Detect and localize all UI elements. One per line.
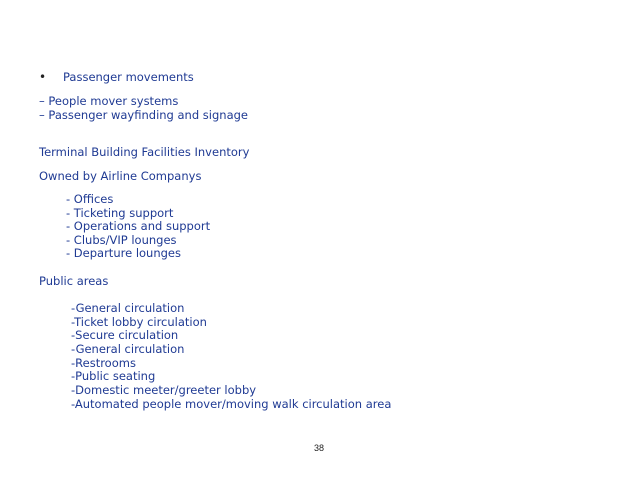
public-heading: Public areas bbox=[39, 274, 109, 288]
sub-point: – People mover systems bbox=[39, 94, 179, 108]
airline-item: - Clubs/VIP lounges bbox=[66, 233, 177, 247]
public-item: -Public seating bbox=[71, 369, 156, 383]
public-item: -Automated people mover/moving walk circulation area bbox=[71, 397, 392, 411]
bullet-heading: Passenger movements bbox=[63, 70, 194, 84]
airline-heading: Owned by Airline Companys bbox=[39, 169, 202, 183]
airline-item: - Ticketing support bbox=[66, 206, 174, 220]
public-item: -General circulation bbox=[71, 301, 185, 315]
airline-item: - Operations and support bbox=[66, 219, 211, 233]
airline-item: - Departure lounges bbox=[66, 246, 181, 260]
public-item: -Restrooms bbox=[71, 356, 136, 370]
public-item: -Ticket lobby circulation bbox=[71, 315, 207, 329]
public-item: -General circulation bbox=[71, 342, 185, 356]
public-item: -Domestic meeter/greeter lobby bbox=[71, 383, 257, 397]
sub-point: – Passenger wayfinding and signage bbox=[39, 108, 248, 122]
bullet-icon: • bbox=[39, 70, 47, 84]
page-number: 38 bbox=[313, 443, 324, 453]
airline-item: - Offices bbox=[66, 192, 114, 206]
inventory-title: Terminal Building Facilities Inventory bbox=[39, 145, 250, 159]
public-item: -Secure circulation bbox=[71, 328, 179, 342]
